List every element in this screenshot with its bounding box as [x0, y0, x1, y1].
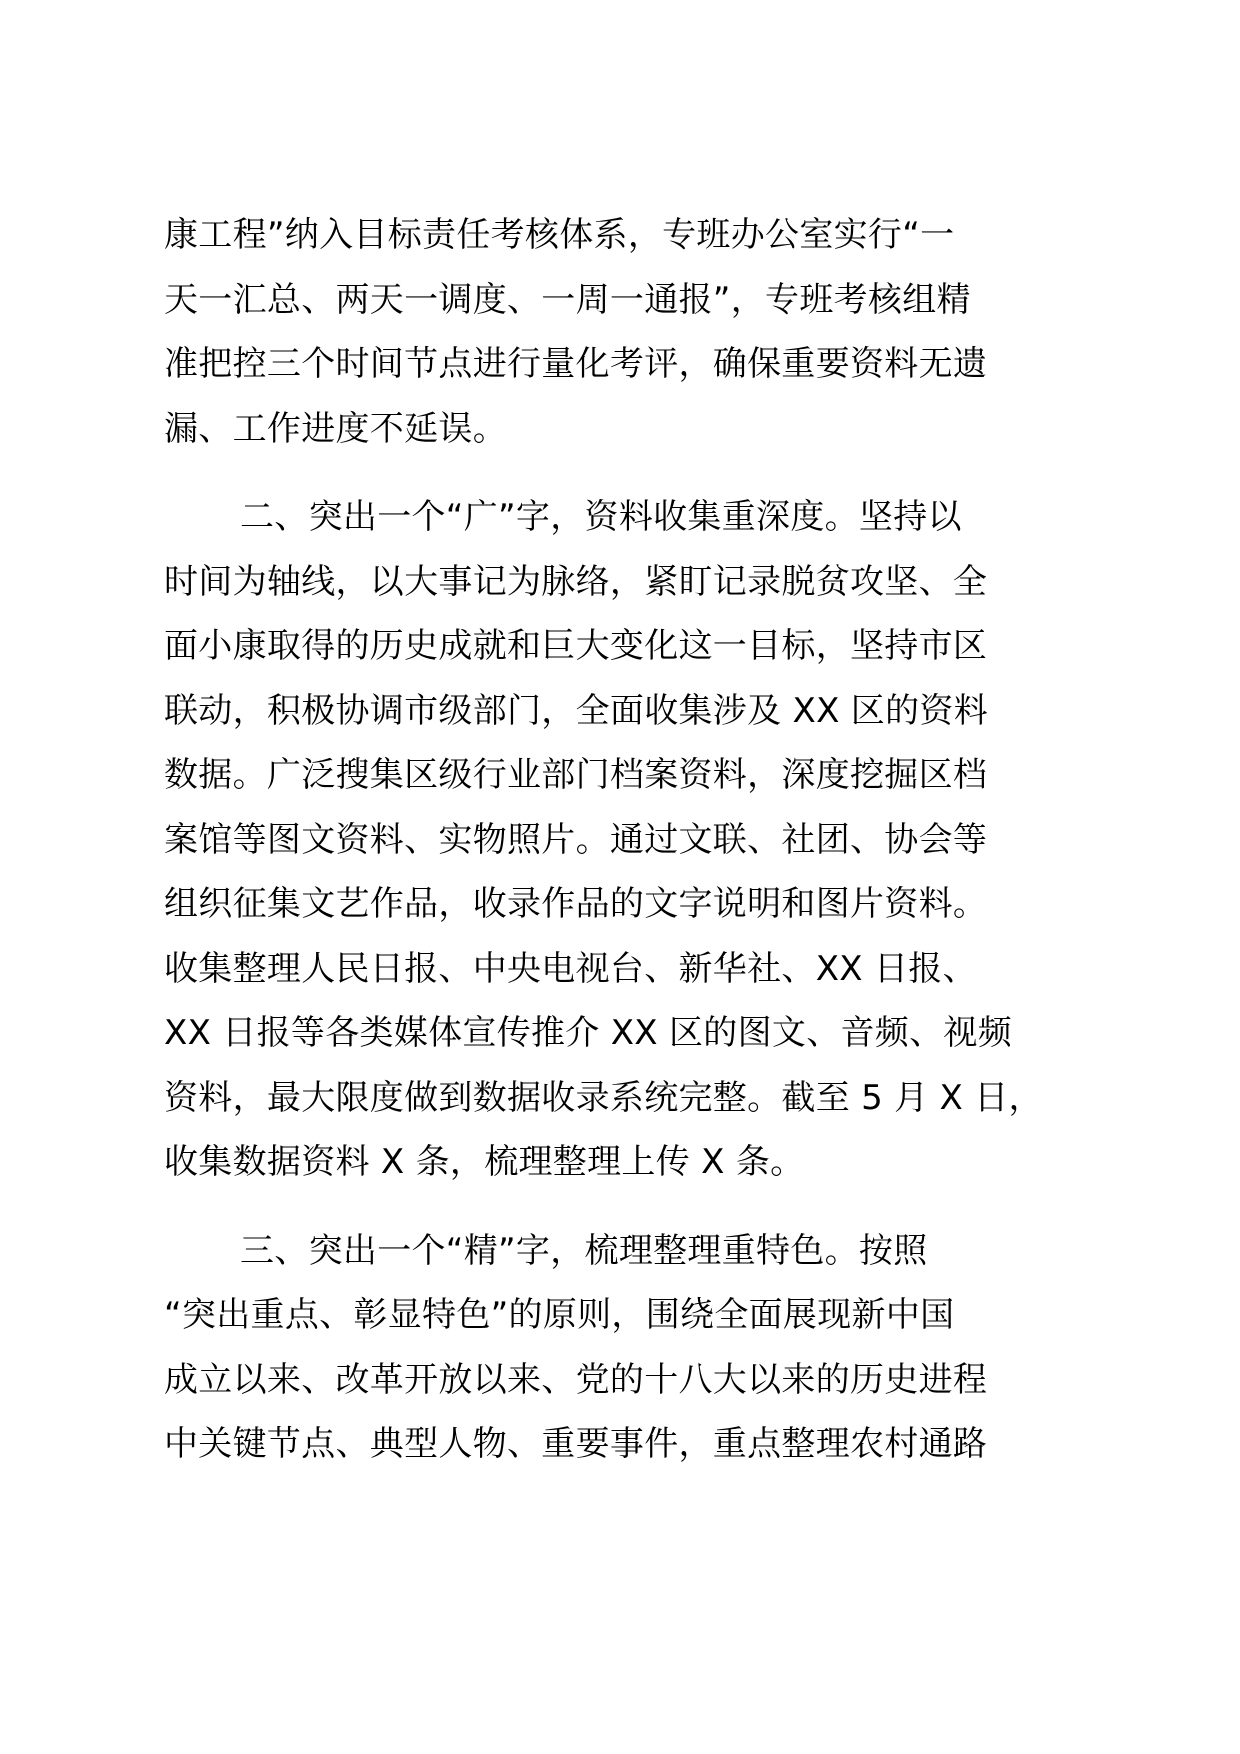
paragraph-heading-line: 三、突出一个“精”字，梳理整理重特色。按照	[240, 1230, 928, 1271]
paragraph-line: 收集数据资料 X 条，梳理整理上传 X 条。	[164, 1142, 805, 1182]
paragraph-line: 中关键节点、典型人物、重要事件，重点整理农村通路	[164, 1424, 988, 1464]
paragraph-line: 准把控三个时间节点进行量化考评，确保重要资料无遗	[164, 344, 988, 384]
paragraph-line: 漏、工作进度不延误。	[164, 408, 507, 449]
paragraph-1	[164, 203, 1094, 461]
paragraph-spacer	[164, 461, 1094, 485]
paragraph-line: 收集整理人民日报、中央电视台、新华社、XX 日报、	[164, 948, 977, 989]
paragraph-2	[164, 485, 1094, 1195]
paragraph-3	[164, 1219, 1094, 1477]
paragraph-line: 成立以来、改革开放以来、党的十八大以来的历史进程	[164, 1359, 988, 1400]
document-body	[164, 203, 1094, 1477]
paragraph-line: 资料，最大限度做到数据收录系统完整。截至 5 月 X 日，	[164, 1077, 1043, 1118]
paragraph-line: 组织征集文艺作品，收录作品的文字说明和图片资料。	[164, 884, 988, 924]
paragraph-line: “突出重点、彰显特色”的原则，围绕全面展现新中国	[164, 1295, 955, 1335]
paragraph-line: 联动，积极协调市级部门，全面收集涉及 XX 区的资料	[164, 690, 988, 731]
paragraph-line: 面小康取得的历史成就和巨大变化这一目标，坚持市区	[164, 626, 988, 666]
paragraph-line: 康工程”纳入目标责任考核体系，专班办公室实行“一	[164, 215, 955, 255]
paragraph-line: 天一汇总、两天一调度、一周一通报”，专班考核组精	[164, 279, 971, 320]
paragraph-line: 数据。广泛搜集区级行业部门档案资料，深度挖掘区档	[164, 755, 988, 795]
paragraph-line: XX 日报等各类媒体宣传推介 XX 区的图文、音频、视频	[164, 1013, 1012, 1053]
paragraph-line: 案馆等图文资料、实物照片。通过文联、社团、协会等	[164, 819, 988, 860]
paragraph-spacer	[164, 1195, 1094, 1219]
paragraph-line: 时间为轴线，以大事记为脉络，紧盯记录脱贫攻坚、全	[164, 561, 988, 602]
paragraph-heading-line: 二、突出一个“广”字，资料收集重深度。坚持以	[240, 497, 962, 537]
